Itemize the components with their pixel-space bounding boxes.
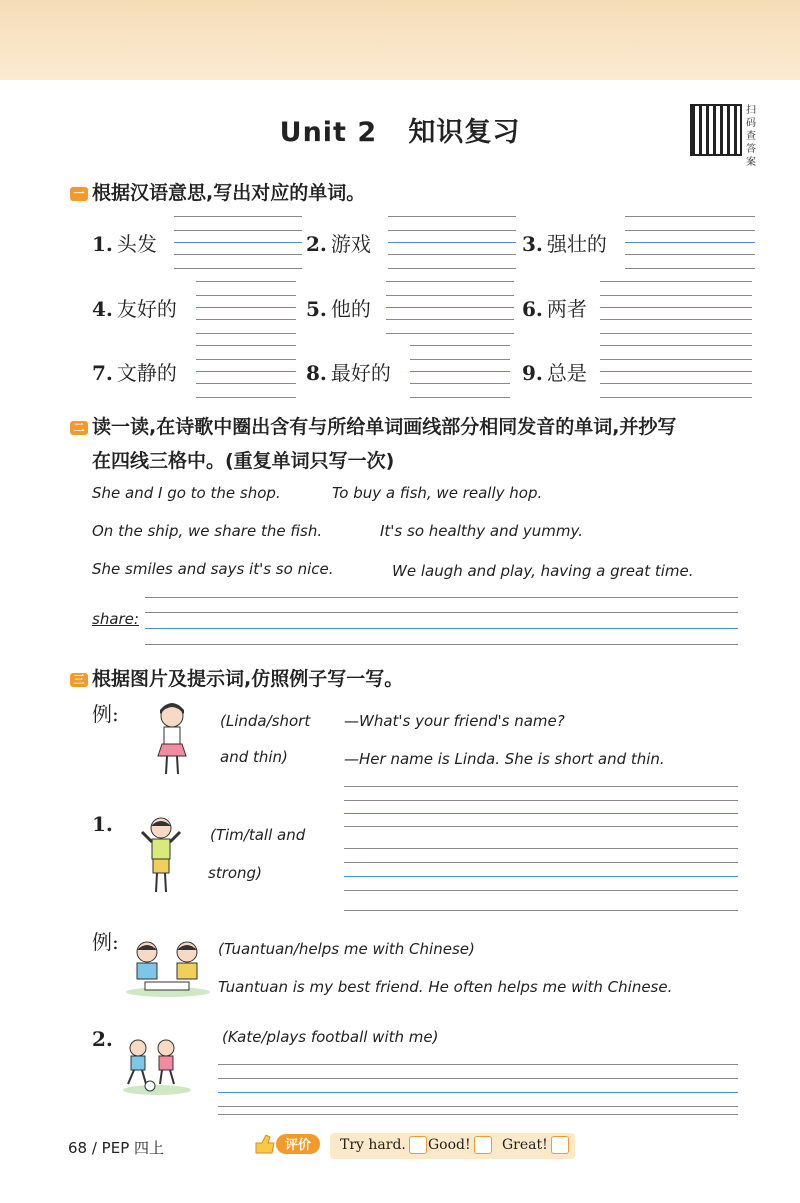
writing-line-share[interactable] bbox=[145, 628, 738, 629]
word-answer-line-9[interactable] bbox=[600, 371, 752, 372]
example2-label: 例: bbox=[92, 930, 119, 954]
four-line-guide bbox=[600, 397, 752, 398]
four-line-guide bbox=[196, 359, 296, 360]
four-line-guide bbox=[386, 281, 514, 282]
four-line-guide bbox=[600, 383, 752, 384]
example2-hint: (Tuantuan/helps me with Chinese) bbox=[218, 940, 475, 958]
word-item-prompt: 强壮的 bbox=[546, 232, 607, 256]
section3-badge: 三 bbox=[70, 673, 88, 687]
word-item-number: 2. bbox=[306, 232, 327, 256]
four-line-guide bbox=[625, 268, 755, 269]
four-line-guide bbox=[196, 319, 296, 320]
eval-option-great-label: Great! bbox=[502, 1137, 548, 1153]
q1-writing-line-1[interactable] bbox=[344, 813, 738, 814]
checkbox-good[interactable] bbox=[474, 1136, 492, 1154]
four-line-guide bbox=[196, 295, 296, 296]
word-item-7 bbox=[92, 357, 177, 386]
two-kids-studying-figure bbox=[125, 938, 211, 998]
evaluation-label: 评价 bbox=[284, 1138, 312, 1153]
poem-line-1-right: To buy a fish, we really hop. bbox=[332, 484, 543, 502]
four-line-guide bbox=[600, 281, 752, 282]
four-line-guide bbox=[600, 295, 752, 296]
q2-grid-a2 bbox=[218, 1078, 738, 1079]
word-item-1 bbox=[92, 228, 157, 257]
four-line-guide bbox=[388, 216, 516, 217]
four-line-guide bbox=[196, 333, 296, 334]
boy-figure bbox=[138, 814, 184, 896]
four-line-guide bbox=[174, 230, 302, 231]
eval-option-try-hard-label: Try hard. bbox=[340, 1137, 406, 1153]
four-line-guide bbox=[410, 359, 510, 360]
word-item-prompt: 游戏 bbox=[330, 232, 371, 256]
four-line-guide bbox=[410, 397, 510, 398]
word-answer-line-2[interactable] bbox=[388, 242, 516, 243]
four-line-guide bbox=[600, 359, 752, 360]
word-item-number: 1. bbox=[92, 232, 113, 256]
top-color-band bbox=[0, 0, 800, 80]
section3-heading bbox=[70, 664, 403, 691]
four-line-guide bbox=[174, 216, 302, 217]
word-item-prompt: 文静的 bbox=[116, 361, 177, 385]
four-line-guide bbox=[410, 345, 510, 346]
q2-grid-a1 bbox=[218, 1064, 738, 1065]
evaluation-icon bbox=[252, 1131, 322, 1157]
checkbox-great[interactable] bbox=[551, 1136, 569, 1154]
four-line-guide bbox=[196, 345, 296, 346]
eval-option-good-label: Good! bbox=[428, 1137, 471, 1153]
poem-line-3-left: She smiles and says it's so nice. bbox=[92, 560, 334, 578]
section1-instruction: 根据汉语意思,写出对应的单词。 bbox=[92, 182, 366, 204]
answer-label-share: share: bbox=[92, 610, 139, 628]
word-item-6 bbox=[522, 293, 587, 322]
word-answer-line-5[interactable] bbox=[386, 307, 514, 308]
word-item-prompt: 总是 bbox=[546, 361, 587, 385]
word-answer-line-8[interactable] bbox=[410, 371, 510, 372]
four-line-guide bbox=[386, 333, 514, 334]
word-item-prompt: 两者 bbox=[546, 297, 587, 321]
word-answer-line-7[interactable] bbox=[196, 371, 296, 372]
four-line-guide bbox=[625, 230, 755, 231]
word-item-prompt: 最好的 bbox=[330, 361, 391, 385]
q1-grid-b2 bbox=[344, 862, 738, 863]
q2-grid-a4 bbox=[218, 1106, 738, 1107]
girl-figure bbox=[150, 700, 196, 778]
q1-writing-line-2[interactable] bbox=[344, 876, 738, 877]
four-line-grid-1 bbox=[145, 597, 738, 598]
poem-line-1-left: She and I go to the shop. bbox=[92, 484, 281, 502]
four-line-guide bbox=[625, 254, 755, 255]
word-item-prompt: 头发 bbox=[116, 232, 157, 256]
eval-option-good[interactable] bbox=[428, 1136, 492, 1154]
kids-playing-football-figure bbox=[122, 1038, 192, 1096]
word-item-number: 5. bbox=[306, 297, 327, 321]
four-line-grid-2 bbox=[145, 612, 738, 613]
example1-hint-1: (Linda/short bbox=[220, 712, 311, 730]
four-line-guide bbox=[386, 319, 514, 320]
eval-option-try-hard[interactable] bbox=[340, 1136, 427, 1154]
qr-label: 扫码查答案 bbox=[746, 105, 756, 168]
word-item-number: 4. bbox=[92, 297, 113, 321]
four-line-guide bbox=[174, 268, 302, 269]
q1-hint-1: (Tim/tall and bbox=[210, 826, 306, 844]
q1-number: 1. bbox=[92, 812, 113, 836]
four-line-guide bbox=[196, 397, 296, 398]
word-item-3 bbox=[522, 228, 607, 257]
word-item-number: 8. bbox=[306, 361, 327, 385]
q1-grid-a1 bbox=[344, 786, 738, 787]
word-item-2 bbox=[306, 228, 371, 257]
four-line-guide bbox=[174, 254, 302, 255]
poem-line-2-left: On the ship, we share the fish. bbox=[92, 522, 323, 540]
checkbox-try-hard[interactable] bbox=[409, 1136, 427, 1154]
q1-grid-a4 bbox=[344, 826, 738, 827]
four-line-guide bbox=[625, 216, 755, 217]
word-item-number: 3. bbox=[522, 232, 543, 256]
word-item-4 bbox=[92, 293, 177, 322]
q2-hint: (Kate/plays football with me) bbox=[222, 1028, 439, 1046]
four-line-guide bbox=[388, 268, 516, 269]
section1-badge: 一 bbox=[70, 187, 88, 201]
word-item-prompt: 他的 bbox=[330, 297, 371, 321]
four-line-guide bbox=[600, 345, 752, 346]
word-answer-line-4[interactable] bbox=[196, 307, 296, 308]
q2-number: 2. bbox=[92, 1027, 113, 1051]
q2-writing-line-1[interactable] bbox=[218, 1092, 738, 1093]
qr-code[interactable] bbox=[690, 104, 742, 156]
word-item-8 bbox=[306, 357, 391, 386]
q1-grid-b1 bbox=[344, 848, 738, 849]
q1-grid-a2 bbox=[344, 800, 738, 801]
four-line-guide bbox=[196, 281, 296, 282]
eval-option-great[interactable] bbox=[502, 1136, 569, 1154]
example1-answer-2: —Her name is Linda. She is short and thin. bbox=[344, 750, 665, 768]
poem-line-3-right: We laugh and play, having a great time. bbox=[392, 562, 694, 580]
q1-grid-c1 bbox=[344, 910, 738, 911]
four-line-guide bbox=[600, 319, 752, 320]
example1-answer-1: —What's your friend's name? bbox=[344, 712, 565, 730]
evaluation-box bbox=[330, 1133, 575, 1159]
example1-hint-2: and thin) bbox=[220, 748, 288, 766]
four-line-guide bbox=[410, 383, 510, 384]
word-item-prompt: 友好的 bbox=[116, 297, 177, 321]
section3-instruction: 根据图片及提示词,仿照例子写一写。 bbox=[92, 668, 404, 690]
four-line-guide bbox=[388, 230, 516, 231]
word-answer-line-3[interactable] bbox=[625, 242, 755, 243]
q1-grid-b4 bbox=[344, 890, 738, 891]
page-number: 68 / PEP 四上 bbox=[68, 1139, 165, 1157]
word-item-number: 7. bbox=[92, 361, 113, 385]
section2-instruction-1: 读一读,在诗歌中圈出含有与所给单词画线部分相同发音的单词,并抄写 bbox=[92, 416, 677, 438]
q1-hint-2: strong) bbox=[208, 864, 262, 882]
word-item-number: 9. bbox=[522, 361, 543, 385]
q2-grid-a5 bbox=[218, 1114, 738, 1115]
section1-heading bbox=[70, 178, 365, 205]
word-answer-line-1[interactable] bbox=[174, 242, 302, 243]
section2-heading bbox=[70, 412, 676, 439]
example1-label: 例: bbox=[92, 702, 119, 726]
section2-instruction-2: 在四线三格中。(重复单词只写一次) bbox=[92, 450, 395, 472]
four-line-guide bbox=[386, 295, 514, 296]
four-line-guide bbox=[388, 254, 516, 255]
example2-answer: Tuantuan is my best friend. He often helps me with Chinese. bbox=[218, 978, 673, 996]
word-item-5 bbox=[306, 293, 371, 322]
section2-badge: 二 bbox=[70, 421, 88, 435]
four-line-guide bbox=[196, 383, 296, 384]
word-answer-line-6[interactable] bbox=[600, 307, 752, 308]
poem-line-2-right: It's so healthy and yummy. bbox=[380, 522, 583, 540]
word-item-9 bbox=[522, 357, 587, 386]
four-line-grid-4 bbox=[145, 644, 738, 645]
page-title: Unit 2 知识复习 bbox=[279, 117, 521, 148]
word-item-number: 6. bbox=[522, 297, 543, 321]
four-line-guide bbox=[600, 333, 752, 334]
